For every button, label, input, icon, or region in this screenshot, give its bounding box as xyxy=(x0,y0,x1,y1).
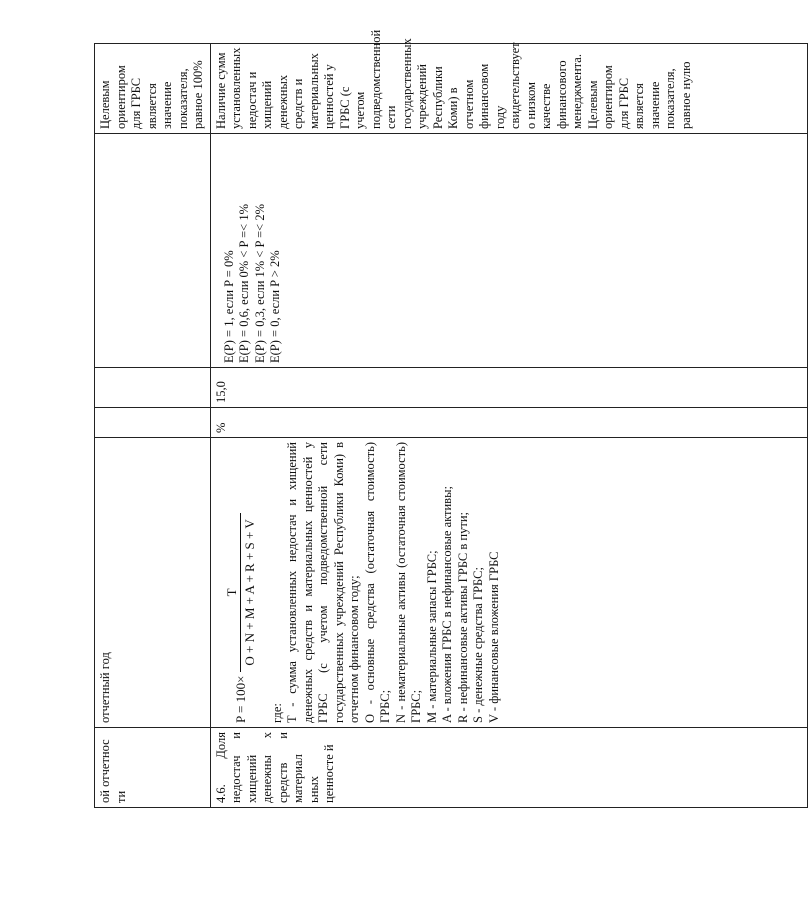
scale-item: E(P) = 0,3, если 1% < P =< 2% xyxy=(252,203,267,363)
unit-cell: % xyxy=(210,408,808,438)
weight-cell: 15,0 xyxy=(210,368,808,408)
scale-item: E(P) = 0, если P > 2% xyxy=(268,250,282,363)
indicator-table xyxy=(94,29,808,808)
formula-continuation: отчетный год xyxy=(95,438,211,728)
definition-r: R - нефинансовые активы ГРБС в пути; xyxy=(455,512,470,723)
indicator-name: 4.6. Доля недостач и хищений денежны х средств и материал ьных ценносте й xyxy=(210,728,808,808)
formula-denominator: O + N + M + A + R + S + V xyxy=(240,513,258,671)
definition-v: V - финансовые вложения ГРБС xyxy=(486,551,501,723)
definition-m: M - материальные запасы ГРБС; xyxy=(424,550,439,723)
formula-fraction xyxy=(224,513,258,671)
scale-item: E(P) = 1, если P = 0% xyxy=(221,250,236,363)
table-row-continuation xyxy=(95,44,211,808)
scale-item: E(P) = 0,6, если 0% < P =< 1% xyxy=(237,203,251,363)
formula xyxy=(224,442,258,723)
definition-n: N - нематериальные активы (остаточная стоимость) ГРБС; xyxy=(393,442,423,723)
note-continuation: Целевым ориентиром для ГРБС является значение показателя, равное 100% xyxy=(95,44,211,134)
indicator-name-continuation: ой отчетнос ти xyxy=(95,728,211,808)
rotated-page xyxy=(94,29,808,808)
definition-o: O - основные средства (остаточная стоимость) ГРБС; xyxy=(362,442,392,723)
scale-cell-empty xyxy=(95,134,211,368)
unit-cell-empty xyxy=(95,408,211,438)
definition-a: A - вложения ГРБС в нефинансовые активы; xyxy=(440,486,454,723)
definition-t: T - сумма установленных недостач и хищений денежных средств и материальных ценностей у ГРБС (с учетом подведомственной сети государственных учреждений Республики Коми) в отчетном финансовом году; xyxy=(285,442,361,723)
formula-lhs: P = 100× xyxy=(232,675,248,723)
definition-s: S - денежные средства ГРБС; xyxy=(471,567,485,723)
where-label: где: xyxy=(269,703,284,723)
definition-list xyxy=(285,442,502,723)
weight-cell-empty xyxy=(95,368,211,408)
formula-cell xyxy=(210,438,808,728)
table-row-indicator-4-6 xyxy=(210,44,808,808)
scale-cell xyxy=(210,134,808,368)
formula-numerator: T xyxy=(223,588,239,597)
note-cell: Наличие сумм установленных недостач и хищений денежных средств и материальных ценностей у ГРБС (с учетом подведомственной сети государственных учреждений Республики Коми) в отчетном финансовом году свидетельствует о низком качестве финансового менеджмента. Целевым ориентиром для ГРБС является значение показателя, равное нулю xyxy=(210,44,808,134)
scale-list xyxy=(222,138,284,363)
